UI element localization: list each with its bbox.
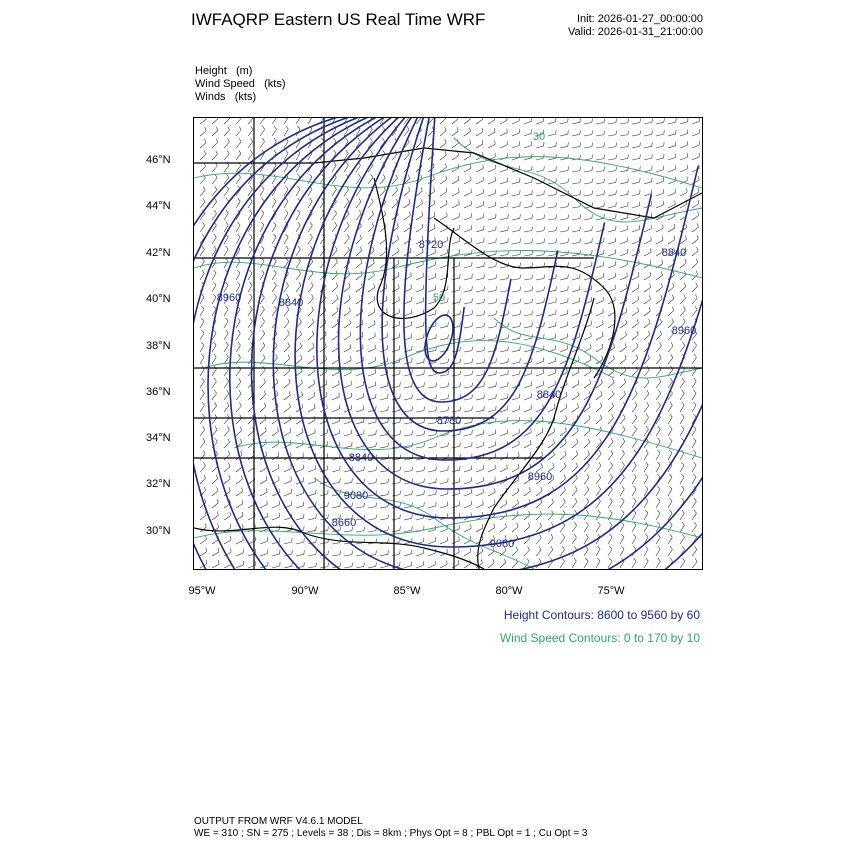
contour-label: 8840 bbox=[661, 247, 687, 259]
contour-label: 8840 bbox=[536, 389, 562, 401]
boundaries-layer bbox=[194, 118, 702, 569]
contour-label: 8960 bbox=[671, 325, 697, 337]
footer-line-2: WE = 310 ; SN = 275 ; Levels = 38 ; Dis = 8km ; Phys Opt = 8 ; PBL Opt = 1 ; Cu Opt = 3 bbox=[194, 828, 588, 839]
height-contours-layer bbox=[194, 118, 702, 569]
lat-label: 36°N bbox=[146, 386, 171, 398]
height-contour bbox=[339, 118, 652, 489]
contour-label: 50 bbox=[432, 292, 446, 304]
height-contour bbox=[194, 118, 702, 569]
variable-list bbox=[195, 65, 285, 104]
height-contour bbox=[194, 118, 702, 569]
lat-label: 30°N bbox=[146, 525, 171, 537]
page-title: IWFAQRP Eastern US Real Time WRF bbox=[191, 10, 486, 29]
valid-time: Valid: 2026-01-31_21:00:00 bbox=[568, 26, 703, 38]
lat-label: 40°N bbox=[146, 293, 171, 305]
footer-line-1: OUTPUT FROM WRF V4.6.1 MODEL bbox=[194, 816, 363, 827]
init-time: Init: 2026-01-27_00:00:00 bbox=[577, 13, 703, 25]
boundary-line bbox=[194, 148, 702, 218]
wind-speed-contour bbox=[194, 157, 702, 188]
contour-label: 8840 bbox=[348, 452, 374, 464]
contour-label: 9080 bbox=[489, 538, 515, 550]
wind-contours-note: Wind Speed Contours: 0 to 170 by 10 bbox=[499, 631, 700, 645]
height-contour bbox=[194, 118, 702, 569]
wind-speed-contours-layer bbox=[194, 138, 702, 569]
lat-label: 32°N bbox=[146, 478, 171, 490]
contour-label: 30 bbox=[532, 131, 546, 143]
variable-wind-speed: Wind Speed (kts) bbox=[195, 78, 286, 90]
model-footer bbox=[194, 816, 587, 840]
lon-label: 90°W bbox=[291, 585, 319, 597]
map-panel bbox=[193, 117, 703, 570]
contour-label: 8780 bbox=[436, 415, 462, 427]
contour-label: 8960 bbox=[216, 292, 242, 304]
lon-label: 95°W bbox=[188, 585, 216, 597]
lon-label: 80°W bbox=[495, 585, 523, 597]
contour-label: 8840 bbox=[278, 297, 304, 309]
variable-winds: Winds (kts) bbox=[195, 91, 257, 103]
wind-speed-contour bbox=[204, 341, 614, 378]
lat-label: 38°N bbox=[146, 340, 171, 352]
contour-label: 8720 bbox=[418, 239, 444, 251]
contour-label: 8660 bbox=[331, 517, 357, 529]
run-times bbox=[568, 13, 703, 39]
variable-height: Height (m) bbox=[195, 65, 253, 77]
height-contours-note: Height Contours: 8600 to 9560 by 60 bbox=[503, 608, 700, 622]
contour-label: 9080 bbox=[343, 490, 369, 502]
lat-label: 44°N bbox=[146, 200, 171, 212]
lat-label: 34°N bbox=[146, 432, 171, 444]
lat-label: 42°N bbox=[146, 247, 171, 259]
wind-speed-contour bbox=[454, 138, 702, 222]
lat-label: 46°N bbox=[146, 154, 171, 166]
contour-label: 8960 bbox=[527, 471, 553, 483]
height-contour bbox=[252, 118, 702, 569]
lon-label: 75°W bbox=[597, 585, 625, 597]
map-canvas bbox=[194, 118, 702, 569]
lon-label: 85°W bbox=[393, 585, 421, 597]
